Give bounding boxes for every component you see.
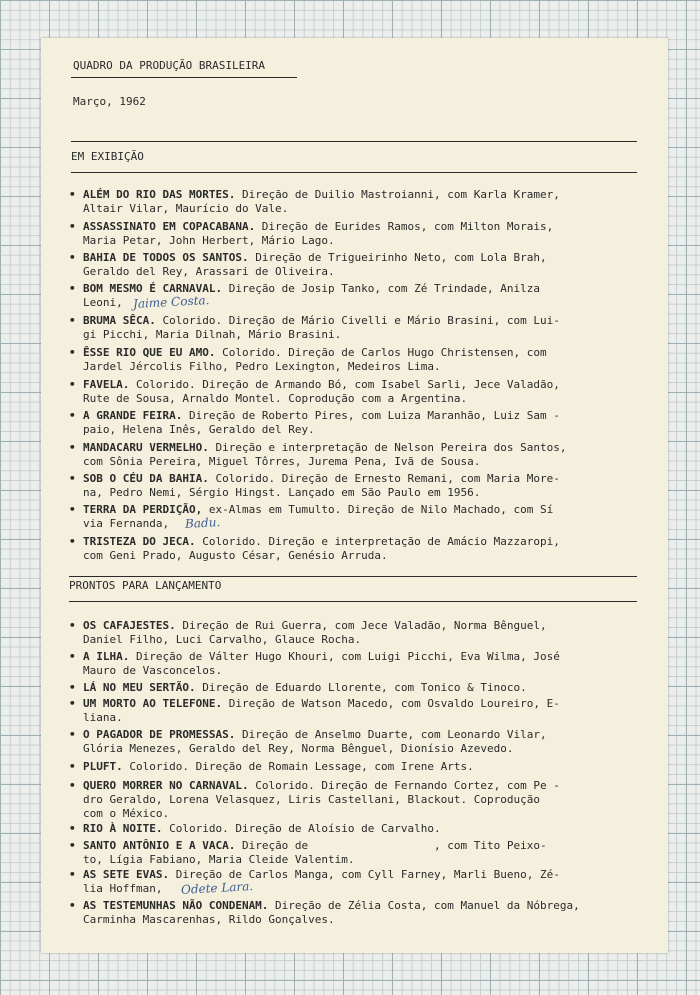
film-details-cont: Carminha Mascarenhas, Rildo Gonçalves.	[83, 913, 335, 926]
film-details-cont: via Fernanda,	[83, 517, 170, 530]
bullet: •	[69, 188, 76, 201]
film-title: A GRANDE FEIRA.	[83, 409, 183, 422]
bullet: •	[69, 728, 76, 741]
film-details: Direção de Duilio Mastroianni, com Karla Kramer,	[235, 188, 560, 201]
film-title: BOM MESMO É CARNAVAL.	[83, 282, 223, 295]
bullet: •	[69, 822, 76, 835]
film-details-cont: Leoni,	[83, 296, 123, 309]
film-details-cont: com o México.	[83, 807, 170, 820]
bullet: •	[69, 441, 76, 454]
section-rule	[69, 576, 637, 577]
film-details: Direção de , com Tito Peixo-	[235, 839, 547, 852]
film-title: AS TESTEMUNHAS NÃO CONDENAM.	[83, 899, 269, 912]
film-title: A ILHA.	[83, 650, 130, 663]
film-details-cont: dro Geraldo, Lorena Velasquez, Liris Castellani, Blackout. Coprodução	[83, 793, 540, 806]
film-entry	[69, 760, 649, 774]
film-title: OS CAFAJESTES.	[83, 619, 176, 632]
bullet: •	[69, 472, 76, 485]
film-details: Colorido. Direção de Romain Lessage, com Irene Arts.	[122, 760, 474, 773]
film-details-cont: Glória Menezes, Geraldo del Rey, Norma Bênguel, Dionísio Azevedo.	[83, 742, 514, 755]
film-title: PLUFT.	[83, 760, 123, 773]
film-details-cont: liana.	[83, 711, 123, 724]
film-entry	[69, 378, 649, 406]
film-details: Colorido. Direção de Carlos Hugo Christensen, com	[215, 346, 547, 359]
film-title: ÊSSE RIO QUE EU AMO.	[83, 346, 216, 359]
section-rule	[71, 141, 637, 142]
film-title: SOB O CÉU DA BAHIA.	[83, 472, 209, 485]
film-entry	[69, 697, 649, 725]
bullet: •	[69, 220, 76, 233]
film-entry	[69, 503, 649, 531]
film-title: BRUMA SÊCA.	[83, 314, 156, 327]
film-details-cont: Daniel Filho, Luci Carvalho, Glauce Rocha.	[83, 633, 362, 646]
film-details: Direção de Zélia Costa, com Manuel da Nóbrega,	[268, 899, 580, 912]
bullet: •	[69, 839, 76, 852]
section-title-prontos: PRONTOS PARA LANÇAMENTO	[69, 579, 222, 592]
film-title: SANTO ANTÔNIO E A VACA.	[83, 839, 236, 852]
film-details: Colorido. Direção de Ernesto Remani, com Maria More-	[208, 472, 560, 485]
film-entry	[69, 282, 649, 310]
film-entry	[69, 251, 649, 279]
film-entry	[69, 822, 649, 836]
handwritten-note: Jaime Costa.	[132, 293, 210, 311]
bullet: •	[69, 251, 76, 264]
bullet: •	[69, 760, 76, 773]
bullet: •	[69, 619, 76, 632]
film-details-cont: to, Lígia Fabiano, Maria Cleide Valentim.	[83, 853, 355, 866]
film-entry	[69, 441, 649, 469]
film-details: Direção de Rui Guerra, com Jece Valadão, Norma Bênguel,	[175, 619, 547, 632]
document-heading: QUADRO DA PRODUÇÃO BRASILEIRA	[73, 59, 266, 72]
film-details: Colorido. Direção de Mário Civelli e Mário Brasini, com Lui-	[155, 314, 560, 327]
document-date: Março, 1962	[73, 95, 146, 108]
section-rule	[69, 601, 637, 602]
film-details: Direção de Trigueirinho Neto, com Lola Brah,	[248, 251, 547, 264]
film-details: Colorido. Direção de Aloísio de Carvalho.	[162, 822, 441, 835]
film-details: ex-Almas em Tumulto. Direção de Nilo Machado, com Sí	[202, 503, 554, 516]
film-entry	[69, 409, 649, 437]
film-details-cont: paio, Helena Inês, Geraldo del Rey.	[83, 423, 315, 436]
film-details-cont: lia Hoffman,	[83, 882, 163, 895]
film-details-cont: Mauro de Vasconcelos.	[83, 664, 223, 677]
film-details: Colorido. Direção de Armando Bó, com Isabel Sarli, Jece Valadão,	[129, 378, 560, 391]
bullet: •	[69, 899, 76, 912]
document-page	[41, 38, 668, 953]
film-title: RIO À NOITE.	[83, 822, 163, 835]
film-details-cont: na, Pedro Nemi, Sérgio Hingst. Lançado em São Paulo em 1956.	[83, 486, 481, 499]
film-title: ASSASSINATO EM COPACABANA.	[83, 220, 256, 233]
film-title: BAHIA DE TODOS OS SANTOS.	[83, 251, 249, 264]
bullet: •	[69, 378, 76, 391]
section-title-em-exibicao: EM EXIBIÇÃO	[71, 150, 144, 163]
film-entry	[69, 220, 649, 248]
film-details-cont: Maria Petar, John Herbert, Mário Lago.	[83, 234, 335, 247]
film-entry	[69, 650, 649, 678]
bullet: •	[69, 282, 76, 295]
film-details: Direção de Josip Tanko, com Zé Trindade, Anilza	[222, 282, 540, 295]
film-details-cont: gi Picchi, Maria Dilnah, Mário Brasini.	[83, 328, 342, 341]
film-entry	[69, 472, 649, 500]
film-title: LÁ NO MEU SERTÃO.	[83, 681, 196, 694]
film-entry	[69, 868, 649, 896]
film-details: Direção de Eurides Ramos, com Milton Morais,	[255, 220, 554, 233]
film-details-cont: Rute de Sousa, Arnaldo Montel. Coprodução com a Argentina.	[83, 392, 468, 405]
film-details-cont: com Sônia Pereira, Miguel Tôrres, Jurema Pena, Ivã de Sousa.	[83, 455, 481, 468]
film-details: Colorido. Direção e interpretação de Amácio Mazzaropi,	[195, 535, 560, 548]
film-entry	[69, 535, 649, 563]
film-details: Direção de Válter Hugo Khouri, com Luigi Picchi, Eva Wilma, José	[129, 650, 560, 663]
film-details: Direção de Watson Macedo, com Osvaldo Loureiro, E-	[222, 697, 560, 710]
film-title: TRISTEZA DO JECA.	[83, 535, 196, 548]
film-details: Colorido. Direção de Fernando Cortez, com Pe -	[248, 779, 560, 792]
film-details: Direção de Carlos Manga, com Cyll Farney, Marli Bueno, Zé-	[169, 868, 560, 881]
film-entry	[69, 681, 649, 695]
handwritten-note: Badu.	[184, 515, 221, 531]
film-title: ALÉM DO RIO DAS MORTES.	[83, 188, 236, 201]
film-details-cont: Geraldo del Rey, Arassari de Oliveira.	[83, 265, 335, 278]
heading-underline	[71, 77, 297, 78]
film-details: Direção de Roberto Pires, com Luiza Maranhão, Luiz Sam -	[182, 409, 560, 422]
bullet: •	[69, 409, 76, 422]
film-entry	[69, 619, 649, 647]
film-entry	[69, 728, 649, 756]
bullet: •	[69, 868, 76, 881]
bullet: •	[69, 535, 76, 548]
bullet: •	[69, 503, 76, 516]
film-title: MANDACARU VERMELHO.	[83, 441, 209, 454]
film-entry	[69, 314, 649, 342]
film-title: QUERO MORRER NO CARNAVAL.	[83, 779, 249, 792]
section-rule	[71, 172, 637, 173]
film-entry	[69, 346, 649, 374]
film-title: TERRA DA PERDIÇÃO,	[83, 503, 203, 516]
film-details-cont: com Geni Prado, Augusto César, Genésio Arruda.	[83, 549, 388, 562]
film-title: UM MORTO AO TELEFONE.	[83, 697, 223, 710]
film-details-cont: Altair Vilar, Maurício do Vale.	[83, 202, 289, 215]
bullet: •	[69, 314, 76, 327]
film-title: AS SETE EVAS.	[83, 868, 170, 881]
film-title: O PAGADOR DE PROMESSAS.	[83, 728, 236, 741]
bullet: •	[69, 650, 76, 663]
bullet: •	[69, 681, 76, 694]
film-details: Direção de Anselmo Duarte, com Leonardo Vilar,	[235, 728, 547, 741]
film-title: FAVELA.	[83, 378, 130, 391]
handwritten-note: Odete Lara.	[180, 879, 254, 897]
film-entry	[69, 839, 649, 867]
bullet: •	[69, 779, 76, 792]
film-entry	[69, 188, 649, 216]
film-entry	[69, 779, 649, 821]
bullet: •	[69, 697, 76, 710]
film-details: Direção de Eduardo Llorente, com Tonico & Tinoco.	[195, 681, 527, 694]
bullet: •	[69, 346, 76, 359]
film-details-cont: Jardel Jércolis Filho, Pedro Lexington, Medeiros Lima.	[83, 360, 441, 373]
film-details: Direção e interpretação de Nelson Pereira dos Santos,	[208, 441, 567, 454]
film-entry	[69, 899, 649, 927]
